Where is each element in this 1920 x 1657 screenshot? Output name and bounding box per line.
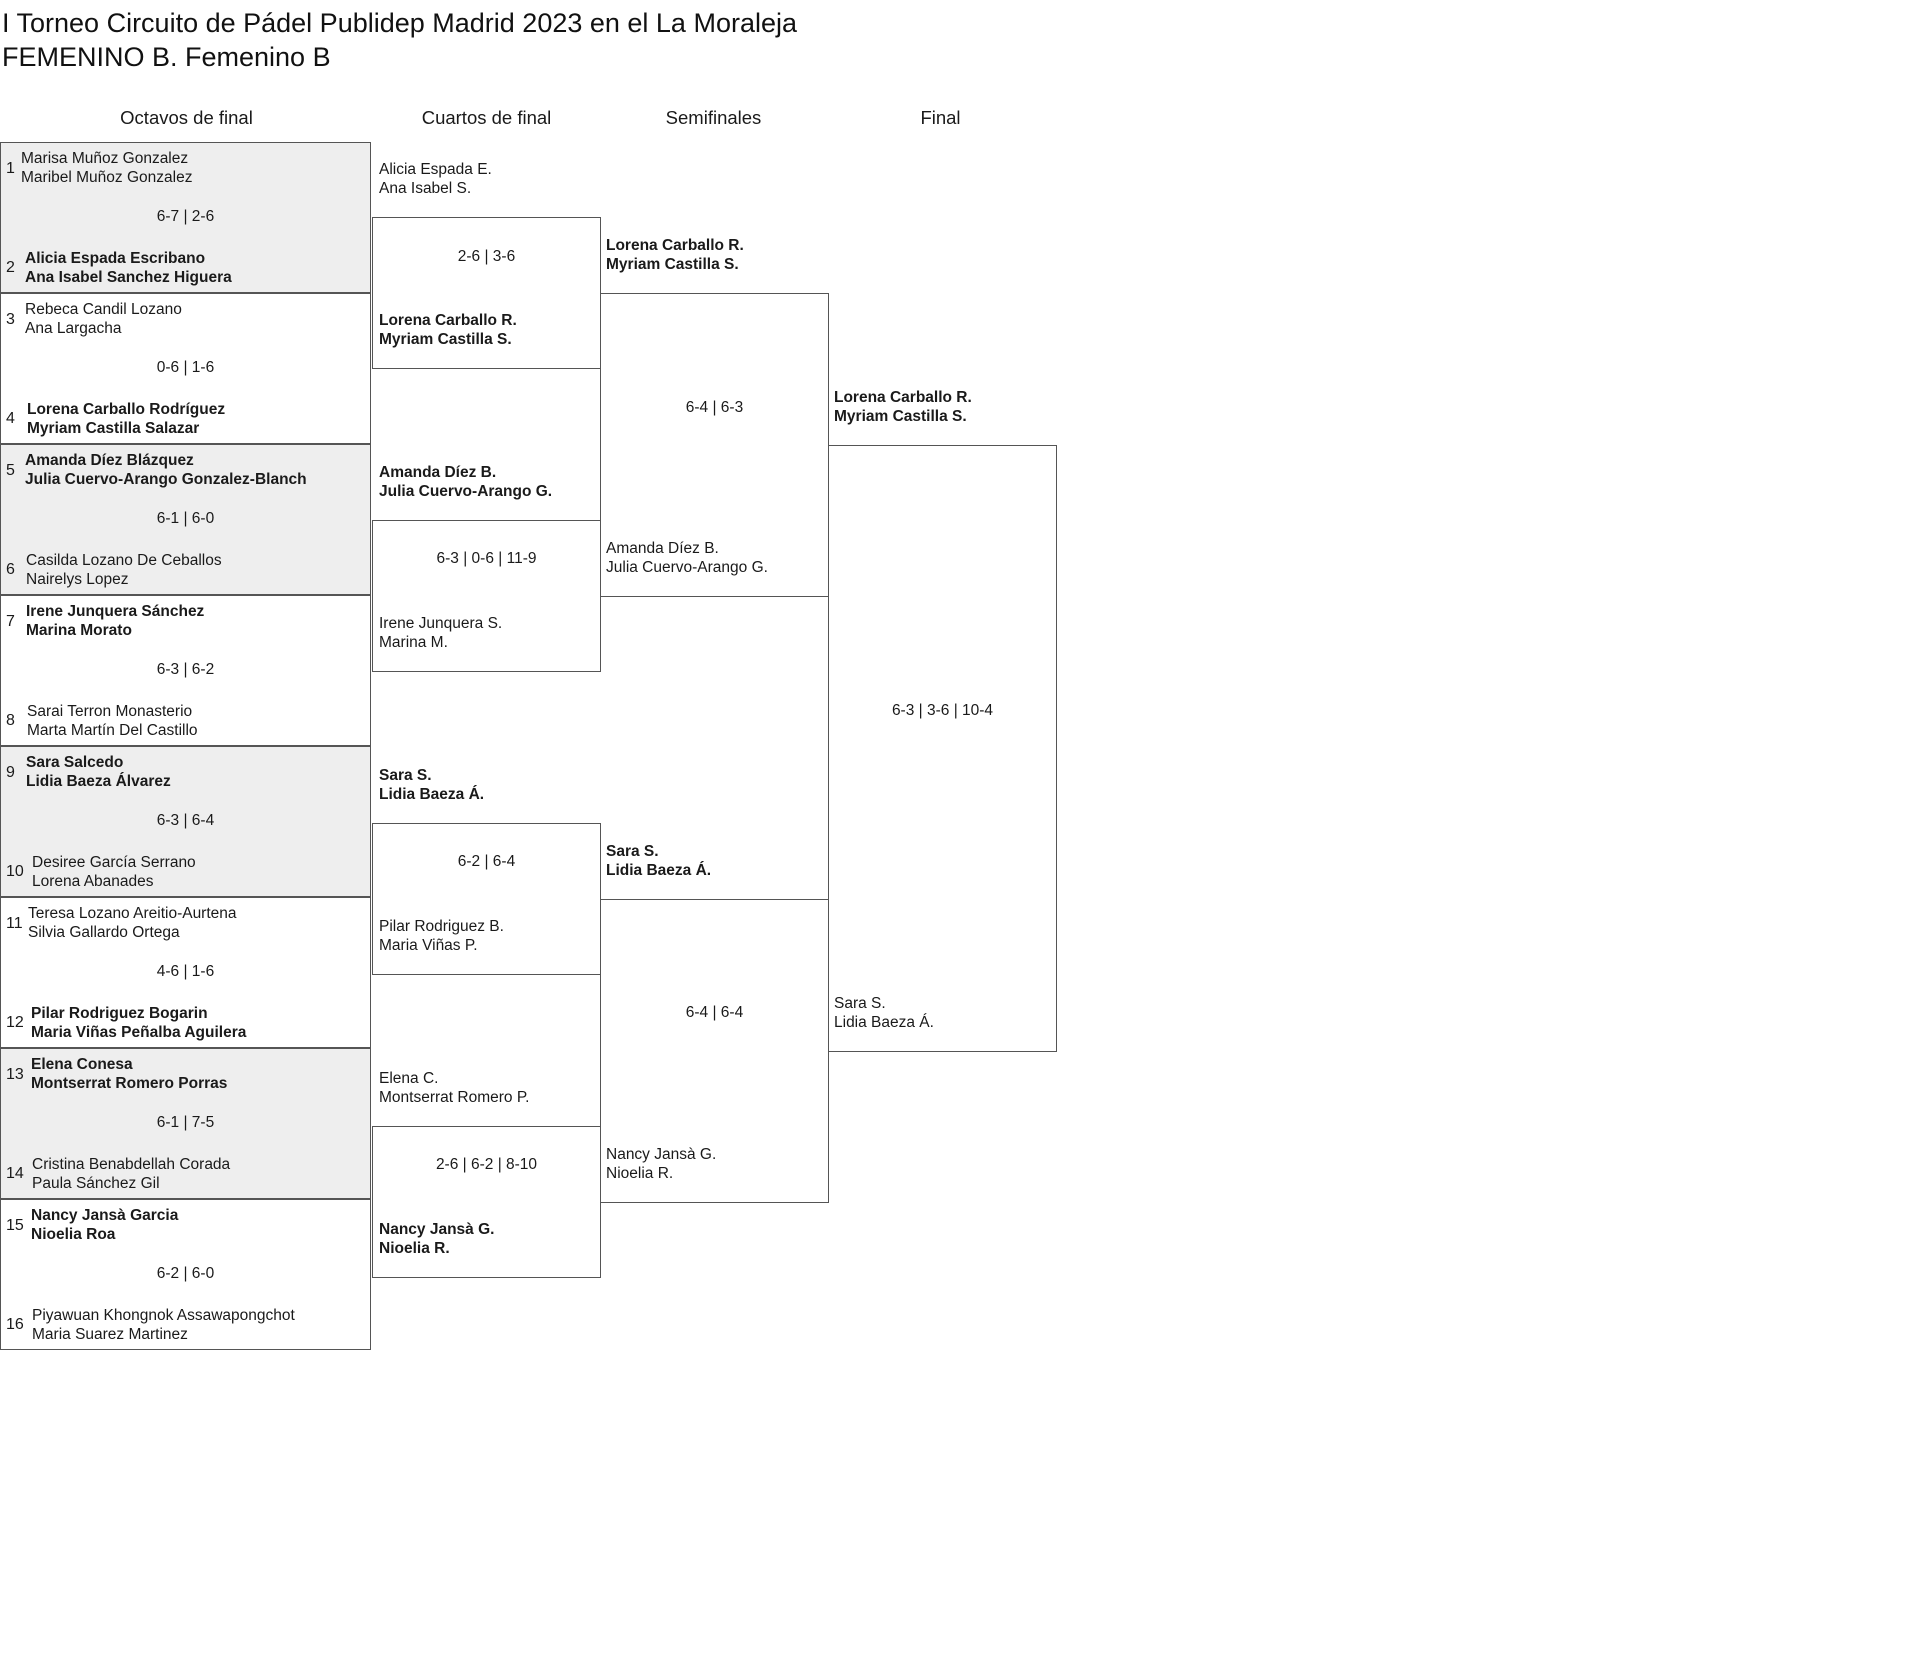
seed-number: 15 <box>6 1217 24 1234</box>
cuartos-team-pair: Elena C. Montserrat Romero P. <box>379 1070 530 1106</box>
octavos-match-5 <box>0 746 371 897</box>
winning-team-pair: Pilar Rodriguez Bogarin Maria Viñas Peñalba Aguilera <box>31 1005 247 1041</box>
match-score: 6-7 | 2-6 <box>156 208 215 225</box>
match-score: 6-3 | 6-2 <box>156 661 215 678</box>
cuartos-team-pair: Pilar Rodriguez B. Maria Viñas P. <box>379 918 504 954</box>
cuartos-team-pair: Irene Junquera S. Marina M. <box>379 615 503 651</box>
winning-team-pair: Amanda Díez Blázquez Julia Cuervo-Arango Gonzalez-Blanch <box>25 452 307 488</box>
match-score: 6-2 | 6-0 <box>156 1265 215 1282</box>
final-team-pair: Sara S. Lidia Baeza Á. <box>834 995 934 1031</box>
match-score: 0-6 | 1-6 <box>156 359 215 376</box>
seed-number: 16 <box>6 1316 24 1333</box>
team-pair: Sarai Terron Monasterio Marta Martín Del Castillo <box>27 703 198 739</box>
match-score: 6-1 | 6-0 <box>156 510 215 527</box>
team-pair: Desiree García Serrano Lorena Abanades <box>32 854 196 890</box>
team-pair: Teresa Lozano Areitio-Aurtena Silvia Gallardo Ortega <box>28 905 237 941</box>
team-pair: Marisa Muñoz Gonzalez Maribel Muñoz Gonzalez <box>21 150 193 186</box>
seed-number: 8 <box>6 712 15 729</box>
cuartos-team-pair: Alicia Espada E. Ana Isabel S. <box>379 161 492 197</box>
match-score: 6-2 | 6-4 <box>457 853 516 870</box>
team-pair: Cristina Benabdellah Corada Paula Sánchez Gil <box>32 1156 231 1192</box>
team-pair: Rebeca Candil Lozano Ana Largacha <box>25 301 182 337</box>
page-subtitle: FEMENINO B. Femenino B <box>2 42 331 72</box>
seed-number: 2 <box>6 259 15 276</box>
cuartos-winning-team-pair: Lorena Carballo R. Myriam Castilla S. <box>379 312 517 348</box>
cuartos-winning-team-pair: Nancy Jansà G. Nioelia R. <box>379 1221 495 1257</box>
octavos-match-2 <box>0 293 371 444</box>
octavos-match-8 <box>0 1199 371 1350</box>
match-score: 2-6 | 3-6 <box>457 248 516 265</box>
match-score: 6-4 | 6-4 <box>685 1004 744 1021</box>
match-score: 4-6 | 1-6 <box>156 963 215 980</box>
team-pair: Casilda Lozano De Ceballos Nairelys Lopez <box>26 552 222 588</box>
octavos-match-1 <box>0 142 371 293</box>
winning-team-pair: Sara Salcedo Lidia Baeza Álvarez <box>26 754 171 790</box>
match-score: 6-3 | 6-4 <box>156 812 215 829</box>
seed-number: 6 <box>6 561 15 578</box>
seed-number: 10 <box>6 863 24 880</box>
page-title: I Torneo Circuito de Pádel Publidep Madrid 2023 en el La Moraleja <box>2 8 797 38</box>
cuartos-winning-team-pair: Amanda Díez B. Julia Cuervo-Arango G. <box>379 464 553 500</box>
round-header-semifinales: Semifinales <box>665 107 762 128</box>
cuartos-winning-team-pair: Sara S. Lidia Baeza Á. <box>379 767 485 803</box>
octavos-match-4 <box>0 595 371 746</box>
winning-team-pair: Lorena Carballo Rodríguez Myriam Castilla Salazar <box>27 401 226 437</box>
seed-number: 12 <box>6 1014 24 1031</box>
round-header-octavos: Octavos de final <box>120 107 253 128</box>
final-winning-team-pair: Lorena Carballo R. Myriam Castilla S. <box>834 389 972 425</box>
semis-winning-team-pair: Lorena Carballo R. Myriam Castilla S. <box>606 237 744 273</box>
seed-number: 3 <box>6 311 15 328</box>
winning-team-pair: Elena Conesa Montserrat Romero Porras <box>31 1056 228 1092</box>
winning-team-pair: Irene Junquera Sánchez Marina Morato <box>26 603 205 639</box>
seed-number: 7 <box>6 613 15 630</box>
semis-team-pair: Nancy Jansà G. Nioelia R. <box>606 1146 717 1182</box>
seed-number: 9 <box>6 764 15 781</box>
final-score: 6-3 | 3-6 | 10-4 <box>891 702 994 719</box>
match-score: 6-1 | 7-5 <box>156 1114 215 1131</box>
seed-number: 11 <box>6 915 23 932</box>
round-header-final: Final <box>920 107 961 128</box>
seed-number: 5 <box>6 462 15 479</box>
octavos-match-6 <box>0 897 371 1048</box>
semis-winning-team-pair: Sara S. Lidia Baeza Á. <box>606 843 712 879</box>
match-score: 2-6 | 6-2 | 8-10 <box>435 1156 538 1173</box>
seed-number: 14 <box>6 1165 24 1182</box>
seed-number: 1 <box>6 160 15 177</box>
semis-team-pair: Amanda Díez B. Julia Cuervo-Arango G. <box>606 540 768 576</box>
match-score: 6-3 | 0-6 | 11-9 <box>436 550 537 567</box>
round-header-cuartos: Cuartos de final <box>421 107 552 128</box>
final-match-box <box>828 445 1057 1052</box>
octavos-match-3 <box>0 444 371 595</box>
octavos-match-7 <box>0 1048 371 1199</box>
winning-team-pair: Nancy Jansà Garcia Nioelia Roa <box>31 1207 179 1243</box>
match-score: 6-4 | 6-3 <box>685 399 744 416</box>
team-pair: Piyawuan Khongnok Assawapongchot Maria Suarez Martinez <box>32 1307 295 1343</box>
seed-number: 13 <box>6 1066 24 1083</box>
seed-number: 4 <box>6 410 15 427</box>
winning-team-pair: Alicia Espada Escribano Ana Isabel Sanchez Higuera <box>25 250 232 286</box>
